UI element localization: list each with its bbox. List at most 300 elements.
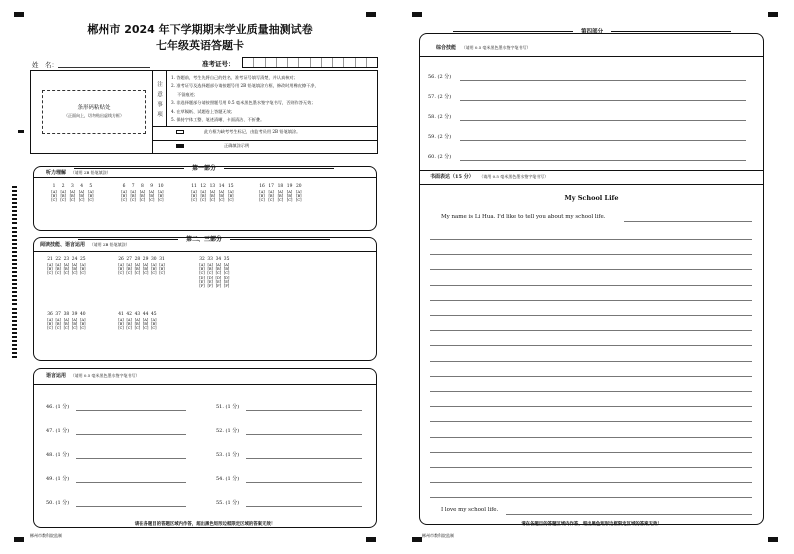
option-bubble[interactable]: [D] (223, 275, 230, 280)
option-bubble[interactable]: [B] (118, 266, 124, 271)
option-bubble[interactable]: [B] (286, 193, 293, 198)
option-bubble[interactable]: [A] (209, 189, 216, 194)
option-bubble[interactable]: [A] (63, 317, 70, 322)
question-number: 26 (118, 257, 124, 262)
question-number: 14 (218, 184, 225, 189)
essay-line[interactable] (430, 421, 752, 422)
option-bubble[interactable]: [B] (121, 193, 127, 198)
option-bubble[interactable]: [C] (55, 271, 61, 276)
option-column (142, 318, 150, 331)
option-bubble[interactable]: [B] (78, 193, 85, 198)
option-bubble[interactable]: [B] (126, 266, 132, 271)
option-column (214, 263, 222, 289)
option-bubble[interactable]: [C] (207, 271, 213, 276)
option-column (150, 263, 158, 276)
option-bubble[interactable]: [C] (200, 198, 206, 203)
option-column (125, 318, 133, 331)
option-bubble[interactable]: [F] (223, 284, 230, 289)
option-bubble[interactable]: [B] (55, 266, 61, 271)
corner-mark (412, 537, 422, 542)
option-bubble[interactable]: [B] (223, 266, 230, 271)
answer-line[interactable] (246, 482, 362, 483)
option-bubble[interactable]: [A] (118, 317, 124, 322)
option-bubble[interactable]: [B] (142, 321, 149, 326)
answer-label: 50. (1 分) (46, 500, 70, 506)
option-column (46, 263, 54, 276)
option-bubble[interactable]: [B] (142, 266, 149, 271)
answer-label: 56. (2 分) (428, 74, 452, 80)
option-bubble[interactable]: [A] (88, 189, 94, 194)
option-bubble[interactable]: [E] (223, 280, 230, 285)
question-number: 35 (223, 257, 230, 262)
option-bubble[interactable]: [C] (126, 271, 132, 276)
question-number: 24 (71, 257, 78, 262)
answer-line[interactable] (460, 80, 746, 81)
essay-line[interactable] (430, 254, 752, 255)
timing-mark (12, 352, 17, 354)
option-bubble[interactable]: [D] (199, 275, 205, 280)
option-bubble[interactable]: [B] (80, 266, 86, 271)
option-bubble[interactable]: [C] (130, 198, 136, 203)
option-bubble[interactable]: [A] (218, 189, 225, 194)
option-bubble[interactable]: [B] (55, 321, 61, 326)
option-bubble[interactable]: [C] (88, 198, 94, 203)
option-bubble[interactable]: [F] (199, 284, 205, 289)
option-bubble[interactable]: [A] (51, 189, 57, 194)
option-column (142, 263, 150, 276)
option-bubble[interactable]: [C] (228, 198, 234, 203)
answer-line[interactable] (246, 410, 362, 411)
option-bubble[interactable]: [B] (134, 266, 141, 271)
option-bubble[interactable]: [A] (55, 262, 61, 267)
option-bubble[interactable]: [C] (151, 326, 157, 331)
option-bubble[interactable]: [A] (148, 189, 155, 194)
option-bubble[interactable]: [B] (88, 193, 94, 198)
essay-line[interactable] (430, 361, 752, 362)
timing-mark (12, 190, 17, 192)
option-bubble[interactable]: [D] (215, 275, 222, 280)
option-bubble[interactable]: [A] (207, 262, 213, 267)
option-bubble[interactable]: [A] (63, 262, 70, 267)
timing-mark (12, 263, 17, 265)
question-number: 3 (70, 184, 74, 189)
option-bubble[interactable]: [A] (80, 317, 86, 322)
answer-line[interactable] (460, 100, 746, 101)
option-bubble[interactable]: [C] (71, 271, 78, 276)
absent-note: 此方框为缺考考生标记，由监考员用 2B 铅笔填涂。 (204, 129, 301, 134)
timing-mark (12, 271, 17, 273)
note-item: 4. 在草稿纸、试题卷上答题无效； (171, 108, 235, 114)
option-column (79, 318, 87, 331)
option-bubble[interactable]: [B] (158, 193, 164, 198)
question-number: 11 (191, 184, 197, 189)
option-bubble[interactable]: [A] (139, 189, 146, 194)
option-column (71, 318, 79, 331)
absent-checkbox[interactable] (176, 130, 184, 134)
option-bubble[interactable]: [A] (158, 189, 164, 194)
question-number: 17 (268, 184, 274, 189)
answer-line[interactable] (76, 506, 186, 507)
timing-mark (12, 328, 17, 330)
option-column (87, 190, 95, 203)
essay-line[interactable] (430, 497, 752, 498)
option-column (223, 263, 231, 289)
option-bubble[interactable]: [C] (158, 198, 164, 203)
listening-title-rule (33, 177, 377, 178)
question-number: 15 (228, 184, 234, 189)
timing-mark (12, 214, 17, 216)
option-bubble[interactable]: [A] (200, 189, 206, 194)
note-item: 1. 答题前，考生先将自己的姓名、准考证号填写清楚，并认真核对； (171, 75, 298, 80)
option-bubble[interactable]: [B] (80, 321, 86, 326)
option-bubble[interactable]: [C] (63, 271, 70, 276)
option-bubble[interactable]: [B] (47, 266, 53, 271)
option-bubble[interactable]: [B] (209, 193, 216, 198)
option-bubble[interactable]: [B] (259, 193, 265, 198)
option-bubble[interactable]: [C] (142, 271, 149, 276)
option-bubble[interactable]: [C] (296, 198, 302, 203)
writing-title-rule (419, 184, 764, 185)
option-bubble[interactable]: [B] (199, 266, 205, 271)
page-subtitle: 七年级英语答题卡 (156, 39, 244, 52)
option-bubble[interactable]: [A] (223, 262, 230, 267)
exam-id-boxes[interactable] (242, 57, 378, 68)
option-bubble[interactable]: [C] (268, 198, 274, 203)
timing-mark (12, 320, 17, 322)
option-bubble[interactable]: [B] (139, 193, 146, 198)
option-bubble[interactable]: [A] (215, 262, 222, 267)
option-bubble[interactable]: [C] (259, 198, 265, 203)
option-bubble[interactable]: [B] (215, 266, 222, 271)
timing-mark (12, 194, 17, 196)
option-bubble[interactable]: [B] (151, 321, 157, 326)
reading-title: 阅读技能、语言运用 （请用 2B 铅笔填涂） (40, 242, 130, 248)
question-number: 36 (47, 312, 53, 317)
option-bubble[interactable]: [B] (207, 266, 213, 271)
option-bubble[interactable]: [A] (121, 189, 127, 194)
option-column (117, 318, 125, 331)
option-bubble[interactable]: [A] (151, 317, 157, 322)
option-bubble[interactable]: [A] (47, 317, 53, 322)
comprehensive-title: 综合技能 （请用 0.5 毫米黑色墨水签字笔书写） (436, 45, 531, 51)
option-column (198, 263, 206, 289)
timing-mark (12, 259, 17, 261)
option-bubble[interactable]: [C] (209, 198, 216, 203)
timing-mark (12, 295, 17, 297)
option-bubble[interactable]: [A] (71, 262, 78, 267)
option-bubble[interactable]: [B] (218, 193, 225, 198)
option-bubble[interactable]: [B] (118, 321, 124, 326)
essay-line[interactable] (430, 345, 752, 346)
option-bubble[interactable]: [B] (296, 193, 302, 198)
option-column (208, 190, 216, 203)
option-bubble[interactable]: [C] (142, 326, 149, 331)
option-bubble[interactable]: [B] (130, 193, 136, 198)
option-bubble[interactable]: [A] (130, 189, 136, 194)
option-bubble[interactable]: [A] (134, 262, 141, 267)
option-bubble[interactable]: [C] (139, 198, 146, 203)
option-bubble[interactable]: [C] (134, 326, 141, 331)
answer-label: 60. (2 分) (428, 154, 452, 160)
option-bubble[interactable]: [B] (159, 266, 165, 271)
option-bubble[interactable]: [C] (277, 198, 284, 203)
option-column (133, 263, 141, 276)
option-bubble[interactable]: [A] (296, 189, 302, 194)
question-number: 37 (55, 312, 61, 317)
answer-line[interactable] (460, 140, 746, 141)
answer-line[interactable] (460, 120, 746, 121)
corner-mark (412, 12, 422, 17)
language-use-title-rule (33, 384, 377, 385)
corner-mark (14, 12, 24, 17)
comprehensive-title-rule (419, 56, 764, 57)
option-bubble[interactable]: [B] (71, 266, 78, 271)
option-column (150, 318, 158, 331)
option-bubble[interactable]: [C] (55, 326, 61, 331)
essay-line[interactable] (506, 514, 752, 515)
timing-mark (12, 218, 17, 220)
essay-closing: I love my school life. (441, 507, 499, 513)
option-bubble[interactable]: [A] (69, 189, 76, 194)
question-number: 34 (215, 257, 222, 262)
essay-line[interactable] (430, 269, 752, 270)
answer-line[interactable] (246, 458, 362, 459)
option-bubble[interactable]: [C] (80, 326, 86, 331)
option-bubble[interactable]: [A] (151, 262, 157, 267)
option-bubble[interactable]: [F] (215, 284, 222, 289)
barcode-area (42, 90, 146, 134)
writing-title: 书面表达（15 分） （请用 0.5 毫米黑色墨水签字笔书写） (430, 174, 549, 180)
answer-line[interactable] (76, 410, 186, 411)
option-bubble[interactable]: [B] (63, 321, 70, 326)
option-bubble[interactable]: [C] (151, 271, 157, 276)
question-number: 12 (200, 184, 206, 189)
option-column (218, 190, 226, 203)
option-bubble[interactable]: [B] (51, 193, 57, 198)
option-bubble[interactable]: [A] (268, 189, 274, 194)
option-bubble[interactable]: [C] (191, 198, 197, 203)
essay-line[interactable] (430, 437, 752, 438)
corner-mark (366, 12, 376, 17)
essay-opening: My name is Li Hua. I'd like to tell you about my school life. (441, 214, 606, 220)
part1-banner: 第一部分 (30, 163, 378, 172)
answer-label: 57. (2 分) (428, 94, 452, 100)
question-number: 19 (286, 184, 293, 189)
right-publisher: 郴州市教科院监制 (422, 533, 454, 538)
timing-mark (12, 356, 17, 358)
option-bubble[interactable]: [C] (118, 326, 124, 331)
timing-mark (12, 336, 17, 338)
option-column (157, 190, 165, 203)
option-bubble[interactable]: [A] (55, 317, 61, 322)
essay-line[interactable] (430, 452, 752, 453)
answer-label: 47. (1 分) (46, 428, 70, 434)
essay-line[interactable] (430, 239, 752, 240)
answer-label: 51. (1 分) (216, 404, 240, 410)
essay-line[interactable] (430, 330, 752, 331)
option-bubble[interactable]: [B] (134, 321, 141, 326)
option-bubble[interactable]: [A] (78, 189, 85, 194)
question-number: 28 (134, 257, 141, 262)
option-bubble[interactable]: [E] (207, 280, 213, 285)
option-column (129, 190, 137, 203)
language-use-section (33, 368, 377, 528)
option-bubble[interactable]: [A] (47, 262, 53, 267)
question-number: 41 (118, 312, 124, 317)
option-bubble[interactable]: [C] (126, 326, 132, 331)
option-bubble[interactable]: [A] (134, 317, 141, 322)
option-bubble[interactable]: [C] (286, 198, 293, 203)
option-bubble[interactable]: [B] (151, 266, 157, 271)
name-line[interactable] (58, 67, 150, 68)
option-bubble[interactable]: [A] (126, 317, 132, 322)
option-column (138, 190, 146, 203)
answer-line[interactable] (460, 160, 746, 161)
option-bubble[interactable]: [A] (159, 262, 165, 267)
option-bubble[interactable]: [C] (215, 271, 222, 276)
timing-mark (12, 340, 17, 342)
option-bubble[interactable]: [C] (47, 271, 53, 276)
question-number: 33 (207, 257, 213, 262)
question-number: 22 (55, 257, 61, 262)
option-bubble[interactable]: [B] (200, 193, 206, 198)
timing-mark (12, 316, 17, 318)
option-bubble[interactable]: [A] (259, 189, 265, 194)
option-bubble[interactable]: [B] (148, 193, 155, 198)
option-bubble[interactable]: [C] (80, 271, 86, 276)
essay-line[interactable] (430, 467, 752, 468)
option-bubble[interactable]: [A] (191, 189, 197, 194)
notes-title: 注 意 事 项 (157, 82, 163, 118)
option-column (190, 190, 198, 203)
essay-line[interactable] (430, 482, 752, 483)
option-bubble[interactable]: [B] (268, 193, 274, 198)
option-bubble[interactable]: [B] (71, 321, 78, 326)
answer-line[interactable] (76, 458, 186, 459)
option-bubble[interactable]: [F] (207, 284, 213, 289)
answer-line[interactable] (246, 434, 362, 435)
option-bubble[interactable]: [B] (69, 193, 76, 198)
option-bubble[interactable]: [C] (51, 198, 57, 203)
fill-example-mark (176, 144, 184, 148)
option-bubble[interactable]: [A] (142, 262, 149, 267)
option-bubble[interactable]: [C] (134, 271, 141, 276)
option-bubble[interactable]: [C] (218, 198, 225, 203)
option-bubble[interactable]: [E] (199, 280, 205, 285)
option-bubble[interactable]: [B] (126, 321, 132, 326)
option-bubble[interactable]: [C] (118, 271, 124, 276)
option-bubble[interactable]: [B] (191, 193, 197, 198)
option-column (258, 190, 266, 203)
option-bubble[interactable]: [B] (60, 193, 66, 198)
question-number: 27 (126, 257, 132, 262)
option-bubble[interactable]: [C] (71, 326, 78, 331)
option-bubble[interactable]: [C] (69, 198, 76, 203)
option-bubble[interactable]: [C] (78, 198, 85, 203)
option-bubble[interactable]: [A] (142, 317, 149, 322)
page-title: 郴州市 2024 年下学期期末学业质量抽测试卷 (87, 23, 313, 36)
timing-mark (12, 255, 17, 257)
option-bubble[interactable]: [A] (228, 189, 234, 194)
option-bubble[interactable]: [A] (71, 317, 78, 322)
answer-label: 53. (1 分) (216, 452, 240, 458)
question-number: 45 (151, 312, 157, 317)
option-bubble[interactable]: [E] (215, 280, 222, 285)
option-bubble[interactable]: [A] (60, 189, 66, 194)
timing-mark (12, 279, 17, 281)
question-number: 18 (277, 184, 284, 189)
essay-line[interactable] (430, 315, 752, 316)
timing-mark (12, 275, 17, 277)
timing-mark (12, 287, 17, 289)
option-bubble[interactable]: [C] (63, 326, 70, 331)
essay-line[interactable] (430, 391, 752, 392)
option-column (79, 263, 87, 276)
question-number: 1 (52, 184, 56, 189)
option-bubble[interactable]: [C] (223, 271, 230, 276)
option-bubble[interactable]: [C] (60, 198, 66, 203)
question-number: 32 (199, 257, 205, 262)
option-column (71, 263, 79, 276)
option-bubble[interactable]: [B] (277, 193, 284, 198)
option-bubble[interactable]: [A] (118, 262, 124, 267)
option-bubble[interactable]: [C] (199, 271, 205, 276)
timing-mark (12, 202, 17, 204)
listening-title: 听力理解 （请用 2B 铅笔填涂） (46, 170, 111, 176)
timing-mark (12, 308, 17, 310)
option-bubble[interactable]: [C] (47, 326, 53, 331)
option-bubble[interactable]: [B] (228, 193, 234, 198)
option-bubble[interactable]: [D] (207, 275, 214, 280)
question-number: 5 (89, 184, 93, 189)
question-number: 31 (159, 257, 165, 262)
timing-mark (12, 243, 17, 245)
option-bubble[interactable]: [C] (159, 271, 165, 276)
answer-label: 55. (1 分) (216, 500, 240, 506)
option-bubble[interactable]: [C] (148, 198, 155, 203)
option-column (68, 190, 76, 203)
timing-mark (12, 247, 17, 249)
option-column (50, 190, 58, 203)
answer-label: 52. (1 分) (216, 428, 240, 434)
option-bubble[interactable]: [A] (199, 262, 205, 267)
option-bubble[interactable]: [A] (80, 262, 86, 267)
question-number: 8 (140, 184, 144, 189)
option-bubble[interactable]: [B] (63, 266, 70, 271)
option-bubble[interactable]: [C] (121, 198, 127, 203)
corner-mark (768, 12, 778, 17)
option-bubble[interactable]: [A] (126, 262, 132, 267)
question-number: 43 (134, 312, 141, 317)
essay-line[interactable] (430, 406, 752, 407)
notes-bottom-rule (152, 126, 378, 127)
essay-line[interactable] (624, 221, 752, 222)
essay-line[interactable] (430, 300, 752, 301)
timing-mark (12, 210, 17, 212)
answer-line[interactable] (76, 482, 186, 483)
question-number: 40 (80, 312, 86, 317)
option-bubble[interactable]: [B] (47, 321, 53, 326)
essay-line[interactable] (430, 285, 752, 286)
option-bubble[interactable]: [A] (286, 189, 293, 194)
essay-line[interactable] (430, 376, 752, 377)
option-bubble[interactable]: [A] (277, 189, 284, 194)
question-number: 4 (80, 184, 83, 189)
answer-line[interactable] (246, 506, 362, 507)
answer-line[interactable] (76, 434, 186, 435)
corner-mark (366, 537, 376, 542)
answer-label: 46. (1 分) (46, 404, 70, 410)
